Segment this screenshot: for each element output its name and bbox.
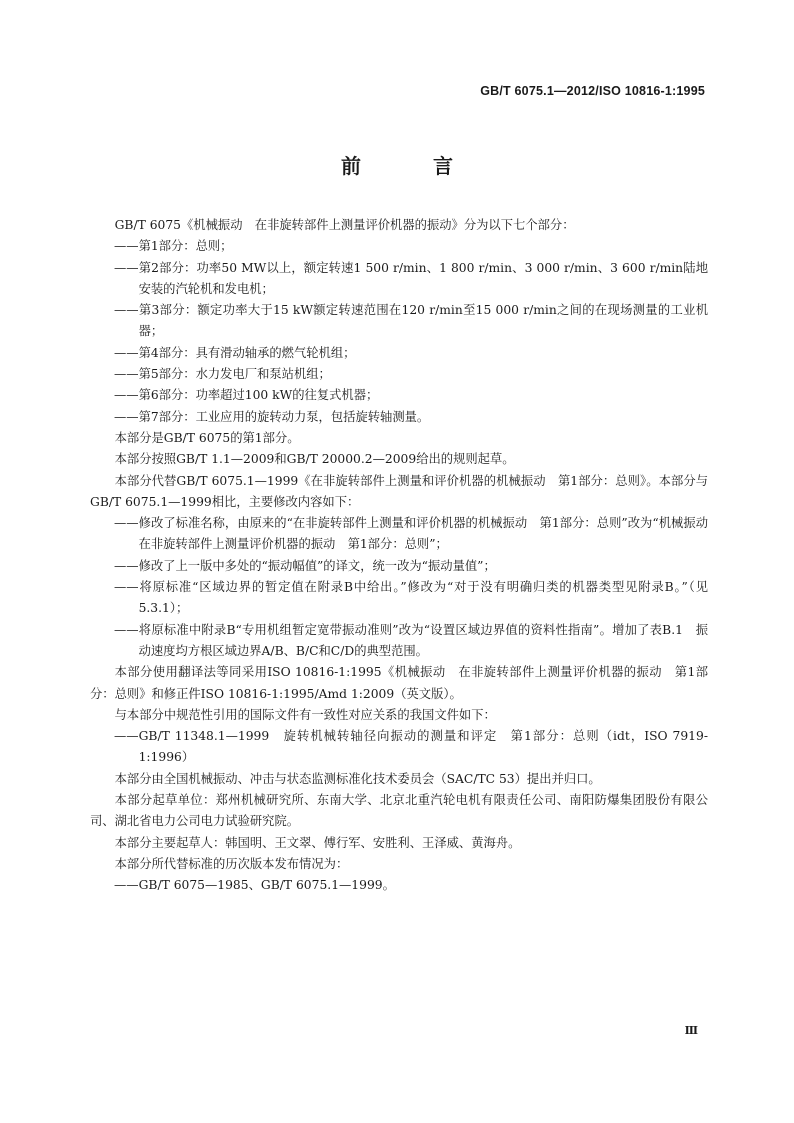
part-list-item: ——第6部分：功率超过100 kW的往复式机器； [113, 388, 379, 403]
change-list-item: ——将原标准“区域边界的暂定值在附录B中给出。”修改为“对于没有明确归类的机器类型见附录B。”（见5.3.1）； [113, 580, 708, 616]
part-list-item: ——第1部分：总则； [113, 239, 233, 254]
page-number: Ⅲ [684, 1024, 698, 1037]
part-list-item: ——第7部分：工业应用的旋转动力泵，包括旋转轴测量。 [113, 409, 430, 424]
body-paragraph: 本部分所代替标准的历次版本发布情况为： [114, 856, 349, 871]
body-paragraph: 本部分主要起草人：韩国明、王文翠、傅行军、安胜利、王泽威、黄海舟。 [114, 835, 521, 850]
change-list-item: ——将原标准中附录B“专用机组暂定宽带振动准则”改为“设置区域边界值的资料性指南”。增加了表B.1 振动速度均方根区域边界A/B、B/C和C/D的典型范围。 [113, 622, 708, 658]
part-list-item: ——第4部分：具有滑动轴承的燃气轮机组； [113, 345, 356, 360]
history-list-item: ——GB/T 6075—1985、GB/T 6075.1—1999。 [113, 878, 395, 893]
standard-code-header: GB/T 6075.1—2012/ISO 10816-1:1995 [480, 84, 705, 98]
part-list-item: ——第3部分：额定功率大于15 kW额定转速范围在120 r/min至15 000 r/min之间的在现场测量的工业机器； [113, 303, 708, 339]
page-title: 前 言 [341, 154, 479, 178]
body-paragraph: 本部分使用翻译法等同采用ISO 10816-1:1995《机械振动 在非旋转部件上测量评价机器的振动 第1部分：总则》和修正件ISO 10816-1:1995/Amd 1:2009（英文版）。 [90, 665, 708, 701]
intro-paragraph: GB/T 6075《机械振动 在非旋转部件上测量评价机器的振动》分为以下七个部分： [114, 218, 575, 232]
body-paragraph: 本部分代替GB/T 6075.1—1999《在非旋转部件上测量和评价机器的机械振动 第1部分：总则》。本部分与GB/T 6075.1—1999相比，主要修改内容如下： [90, 473, 708, 509]
body-paragraph: 本部分按照GB/T 1.1—2009和GB/T 20000.2—2009给出的规则起草。 [114, 452, 515, 467]
body-paragraph: 与本部分中规范性引用的国际文件有一致性对应关系的我国文件如下： [114, 707, 496, 722]
body-paragraph: 本部分由全国机械振动、冲击与状态监测标准化技术委员会（SAC/TC 53）提出并归口。 [114, 771, 601, 786]
body-paragraph: 本部分起草单位：郑州机械研究所、东南大学、北京北重汽轮电机有限责任公司、南阳防爆集团股份有限公司、湖北省电力公司电力试验研究院。 [90, 793, 708, 829]
reference-list-item: ——GB/T 11348.1—1999 旋转机械转轴径向振动的测量和评定 第1部分：总则（idt，ISO 7919-1:1996） [113, 729, 708, 765]
preface-body [90, 215, 721, 897]
change-list-item: ——修改了标准名称，由原来的“在非旋转部件上测量和评价机器的机械振动 第1部分：总则”改为“机械振动 在非旋转部件上测量评价机器的振动 第1部分：总则”； [113, 516, 721, 552]
part-list-item: ——第5部分：水力发电厂和泵站机组； [113, 367, 331, 382]
change-list-item: ——修改了上一版中多处的“振动幅值”的译文，统一改为“振动量值”； [113, 558, 496, 573]
part-list-item: ——第2部分：功率50 MW以上，额定转速1 500 r/min、1 800 r/min、3 000 r/min、3 600 r/min陆地安装的汽轮机和发电机； [113, 260, 708, 296]
body-paragraph: 本部分是GB/T 6075的第1部分。 [114, 430, 300, 445]
